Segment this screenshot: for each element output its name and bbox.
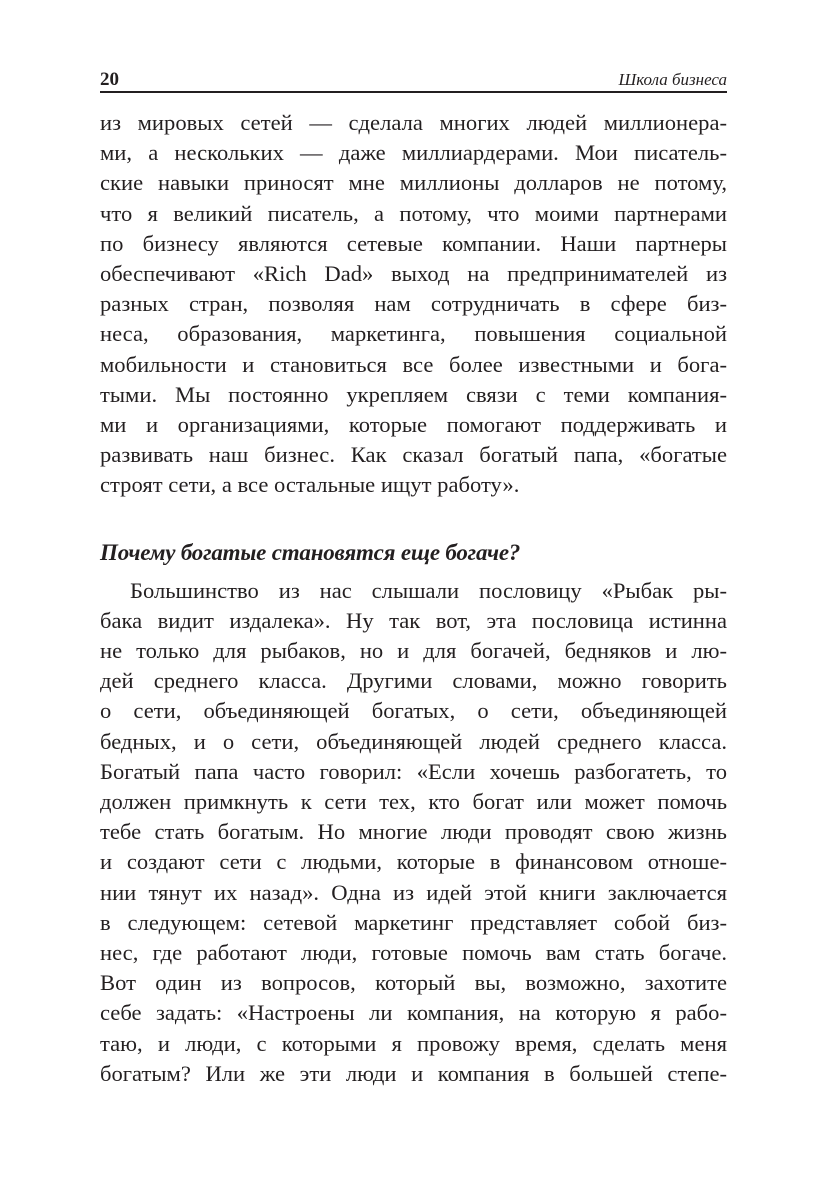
text-line: не только для рыбаков, но и для богачей, бедняков и лю- xyxy=(100,638,727,664)
text-line: тебе стать богатым. Но многие люди проводят свою жизнь xyxy=(100,819,727,845)
text-line: о сети, объединяющей богатых, о сети, объединяющей xyxy=(100,698,727,724)
text-line: неса, образования, маркетинга, повышения социальной xyxy=(100,321,727,347)
book-page xyxy=(100,66,727,1089)
text-line: дей среднего класса. Другими словами, можно говорить xyxy=(100,668,727,694)
text-line: из мировых сетей — сделала многих людей миллионера- xyxy=(100,110,727,135)
running-header xyxy=(100,66,727,93)
paragraph-continued xyxy=(100,108,727,501)
text-line: бака видит издалека». Ну так вот, эта пословица истинна xyxy=(100,607,727,633)
body-text xyxy=(100,108,727,1089)
section-heading: Почему богатые становятся еще богаче? xyxy=(100,539,521,565)
text-line: богатым? Или же эти люди и компания в большей степе- xyxy=(100,1060,727,1086)
text-line: ские навыки приносят мне миллионы долларов не потому, xyxy=(100,170,727,196)
text-line: нии тянут их назад». Одна из идей этой книги заключается xyxy=(100,879,727,905)
text-line: бедных, и о сети, объединяющей людей среднего класса. xyxy=(100,728,727,754)
running-title: Школа бизнеса xyxy=(618,70,727,89)
paragraph xyxy=(100,576,727,1089)
text-line: и создают сети с людьми, которые в финансовом отноше- xyxy=(100,849,727,875)
text-line: тыми. Мы постоянно укрепляем связи с теми компания- xyxy=(100,381,727,407)
text-line: строят сети, а все остальные ищут работу». xyxy=(100,472,520,498)
text-line: в следующем: сетевой маркетинг представляет собой биз- xyxy=(100,909,727,935)
text-line: Вот один из вопросов, который вы, возможно, захотите xyxy=(100,970,727,996)
text-line: разных стран, позволяя нам сотрудничать в сфере биз- xyxy=(100,291,727,317)
text-line: Большинство из нас слышали пословицу «Рыбак ры- xyxy=(130,577,727,603)
page-number: 20 xyxy=(100,69,119,90)
text-line: развивать наш бизнес. Как сказал богатый папа, «богатые xyxy=(100,442,727,468)
text-line: ми, а нескольких — даже миллиардерами. Мои писатель- xyxy=(100,140,727,166)
text-line: нес, где работают люди, готовые помочь вам стать богаче. xyxy=(100,940,727,966)
text-line: по бизнесу являются сетевые компании. Наши партнеры xyxy=(100,230,727,256)
text-line: ми и организациями, которые помогают поддерживать и xyxy=(100,412,727,438)
text-line: Богатый папа часто говорил: «Если хочешь разбогатеть, то xyxy=(100,758,727,784)
text-line: должен примкнуть к сети тех, кто богат или может помочь xyxy=(100,789,727,815)
text-line: что я великий писатель, а потому, что моими партнерами xyxy=(100,200,727,226)
text-line: себе задать: «Настроены ли компания, на которую я рабо- xyxy=(100,1000,727,1026)
text-line: мобильности и становиться все более известными и бога- xyxy=(100,351,727,377)
text-line: обеспечивают «Rich Dad» выход на предпринимателей из xyxy=(100,261,727,287)
text-line: таю, и люди, с которыми я провожу время, сделать меня xyxy=(100,1030,727,1056)
